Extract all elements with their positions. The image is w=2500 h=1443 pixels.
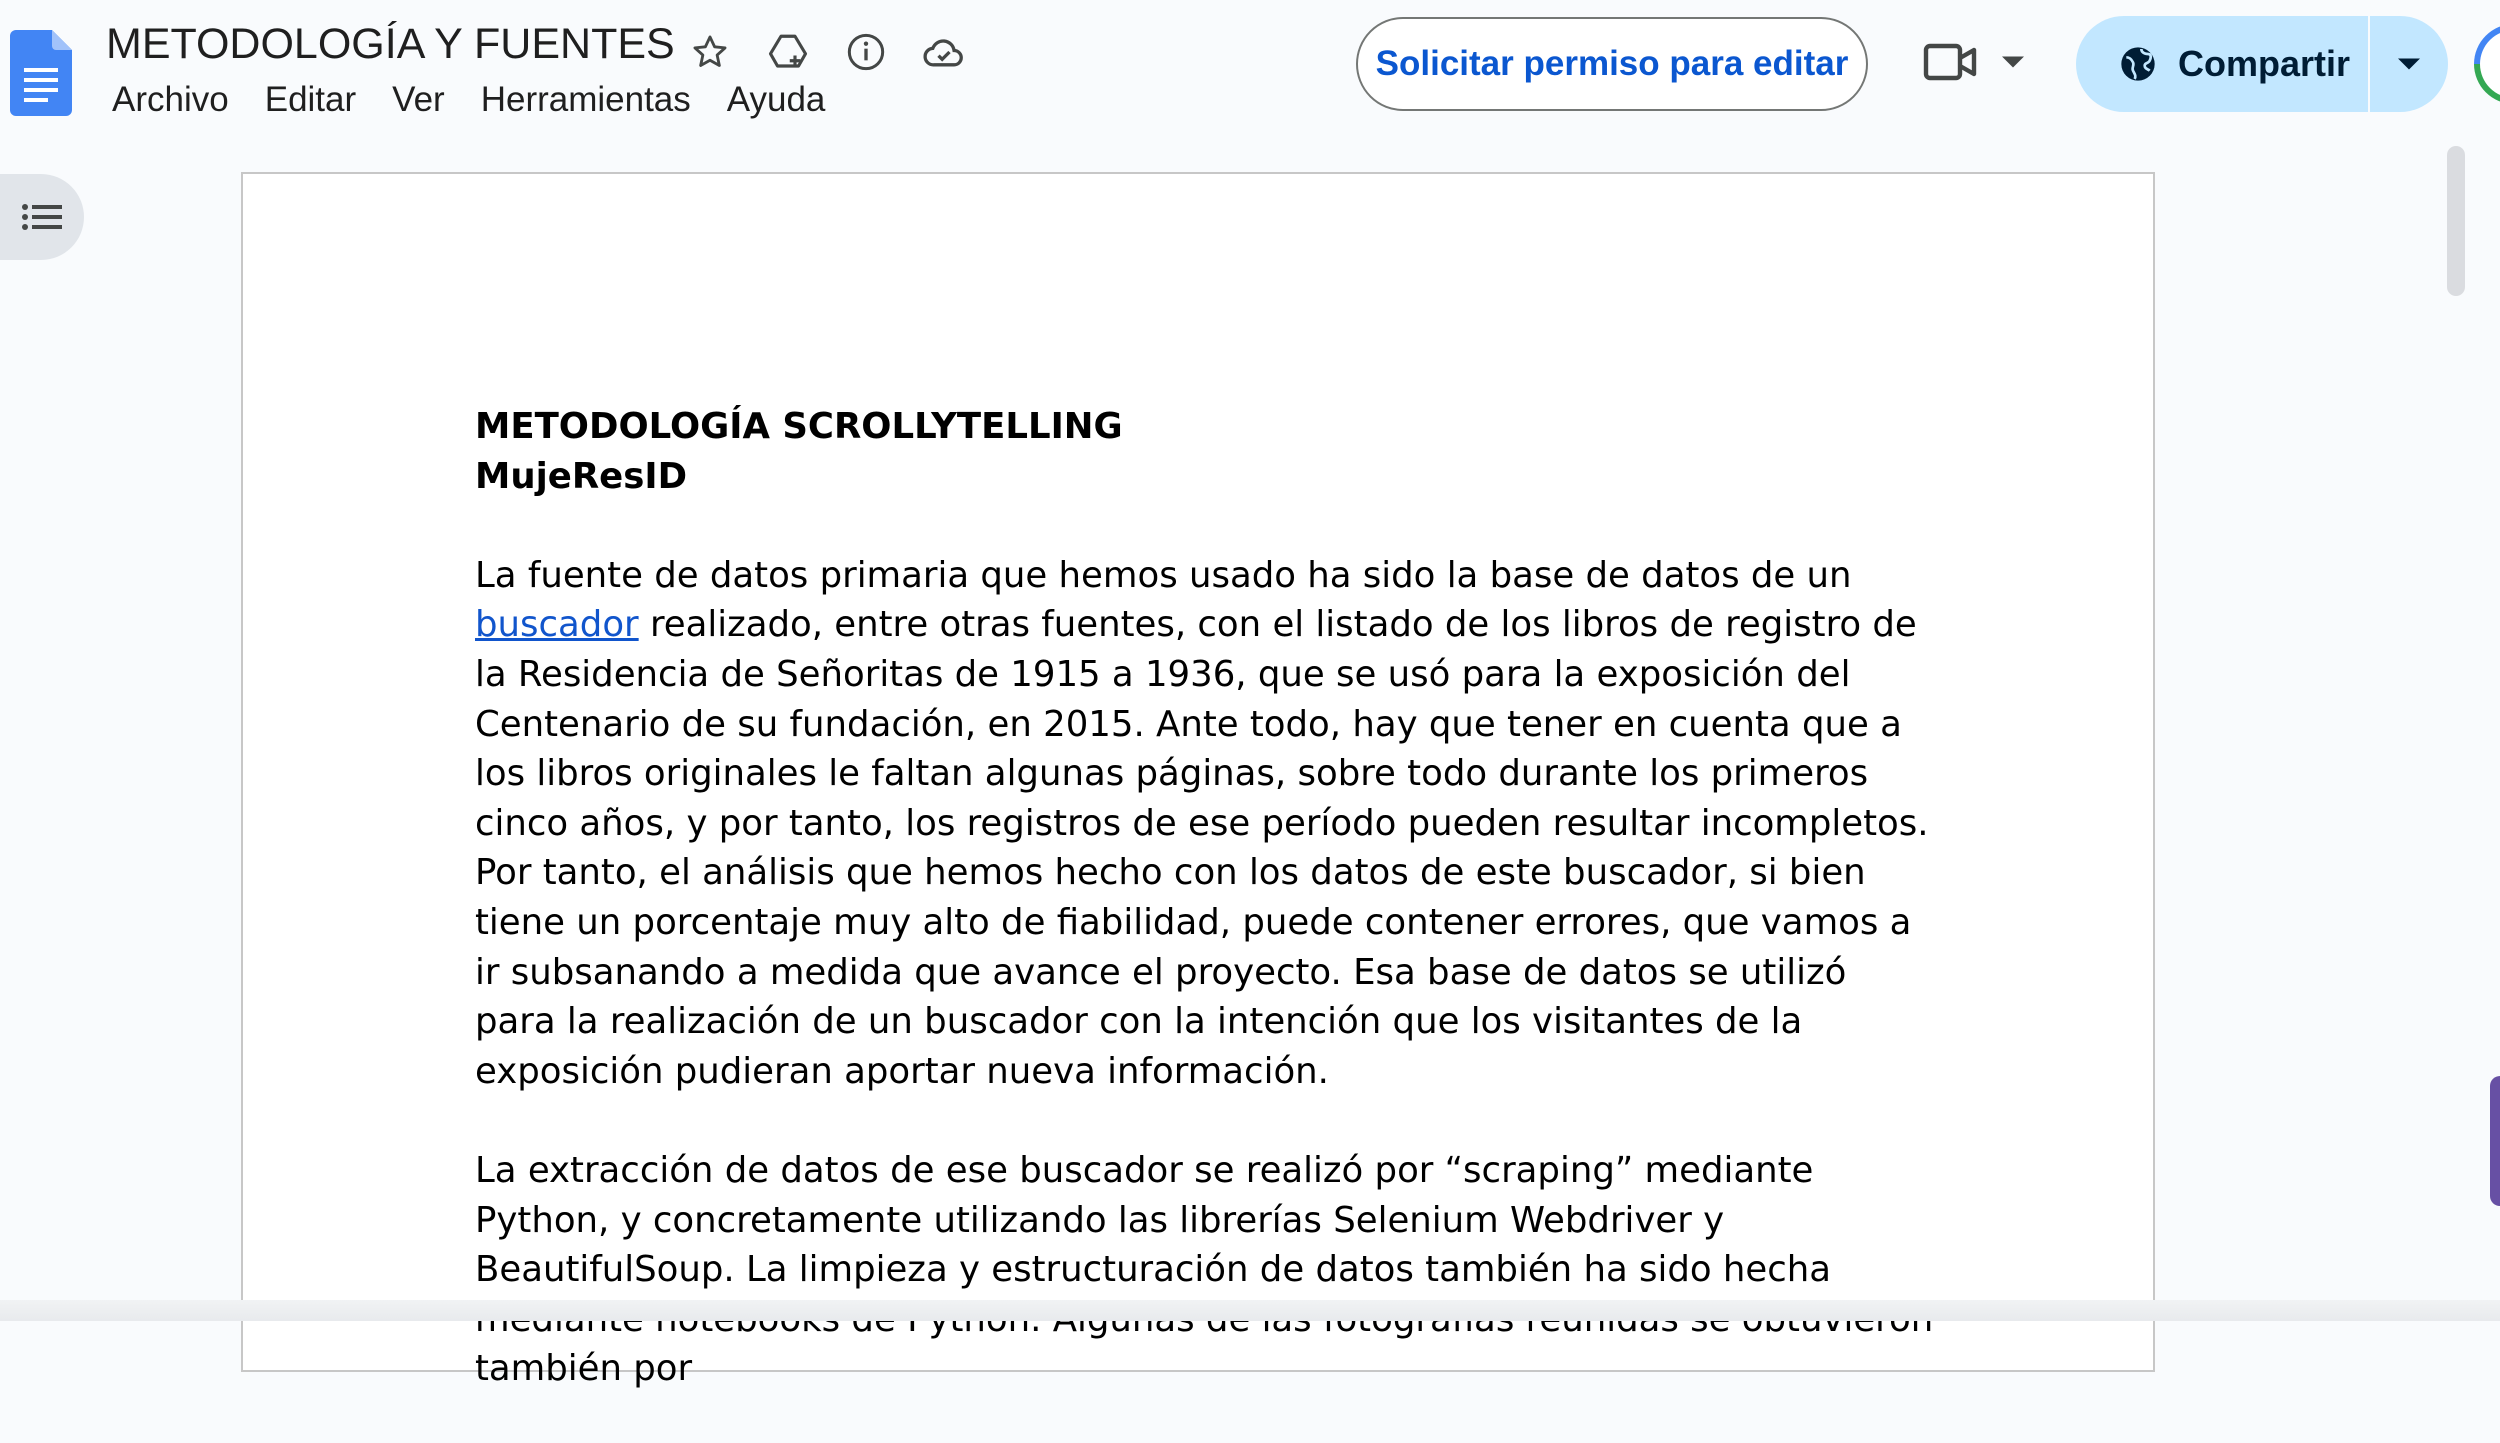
bottom-edge (0, 1300, 2500, 1321)
request-edit-access-button[interactable]: Solicitar permiso para editar (1356, 17, 1868, 111)
menu-archivo[interactable]: Archivo (112, 80, 229, 119)
outline-list-icon (22, 203, 62, 231)
document-title[interactable]: METODOLOGÍA Y FUENTES (106, 20, 675, 68)
share-options-button[interactable] (2370, 16, 2448, 112)
star-icon[interactable] (684, 26, 736, 78)
menu-bar (94, 80, 843, 120)
side-panel-tab[interactable] (2490, 1076, 2500, 1206)
buscador-link[interactable]: buscador (475, 604, 639, 646)
share-button-group (2076, 16, 2448, 112)
menu-editar[interactable]: Editar (264, 80, 357, 119)
menu-ver[interactable]: Ver (392, 80, 445, 119)
docs-logo-icon[interactable] (10, 30, 72, 116)
chevron-down-icon (2002, 56, 2024, 68)
document-body[interactable] (475, 402, 1935, 1443)
info-icon[interactable] (840, 26, 892, 78)
cloud-saved-icon[interactable] (918, 26, 970, 78)
meet-button[interactable] (1922, 40, 2024, 84)
paragraph-1: La fuente de datos primaria que hemos usado ha sido la base de datos de un buscador realizado, entre otras fuentes, con el listado de los libros de registro de la Residencia de Señoritas de 1915 a 1936, que se usó para la exposición del Centenario de su fundación, en 2015. Ante todo, hay que tener en cuenta que a los libros originales le faltan algunas páginas, sobre todo durante los primeros cinco años, y por tanto, los registros de ese período pueden resultar incompletos. Por tanto, el análisis que hemos hecho con los datos de este buscador, si bien tiene un porcentaje muy alto de fiabilidad, puede contener errores, que vamos a ir subsanando a medida que avance el proyecto. Esa base de datos se utilizó para la realización de un buscador con la intención que los visitantes de la exposición pudieran aportar nueva información. (475, 554, 1929, 1092)
account-avatar[interactable] (2474, 24, 2500, 104)
share-button[interactable] (2076, 16, 2368, 112)
document-page (241, 172, 2155, 1390)
chevron-down-icon (2398, 58, 2420, 70)
document-outline-button[interactable] (0, 174, 84, 260)
document-subheading: MujeResID (475, 455, 688, 497)
move-to-drive-icon[interactable] (762, 26, 814, 78)
share-label: Compartir (2178, 43, 2351, 84)
globe-icon (2118, 44, 2158, 84)
paragraph-2: La extracción de datos de ese buscador se realizó por “scraping” mediante Python, y concretamente utilizando las librerías Selenium Webdriver y BeautifulSoup. La limpieza y estructuración de datos también ha sido hecha también por (475, 1149, 1831, 1390)
video-camera-icon (1922, 40, 1978, 84)
menu-ayuda[interactable]: Ayuda (726, 80, 826, 119)
menu-herramientas[interactable]: Herramientas (480, 80, 691, 119)
vertical-scrollbar[interactable] (2447, 146, 2465, 296)
document-heading: METODOLOGÍA SCROLLYTELLING (475, 406, 1123, 447)
